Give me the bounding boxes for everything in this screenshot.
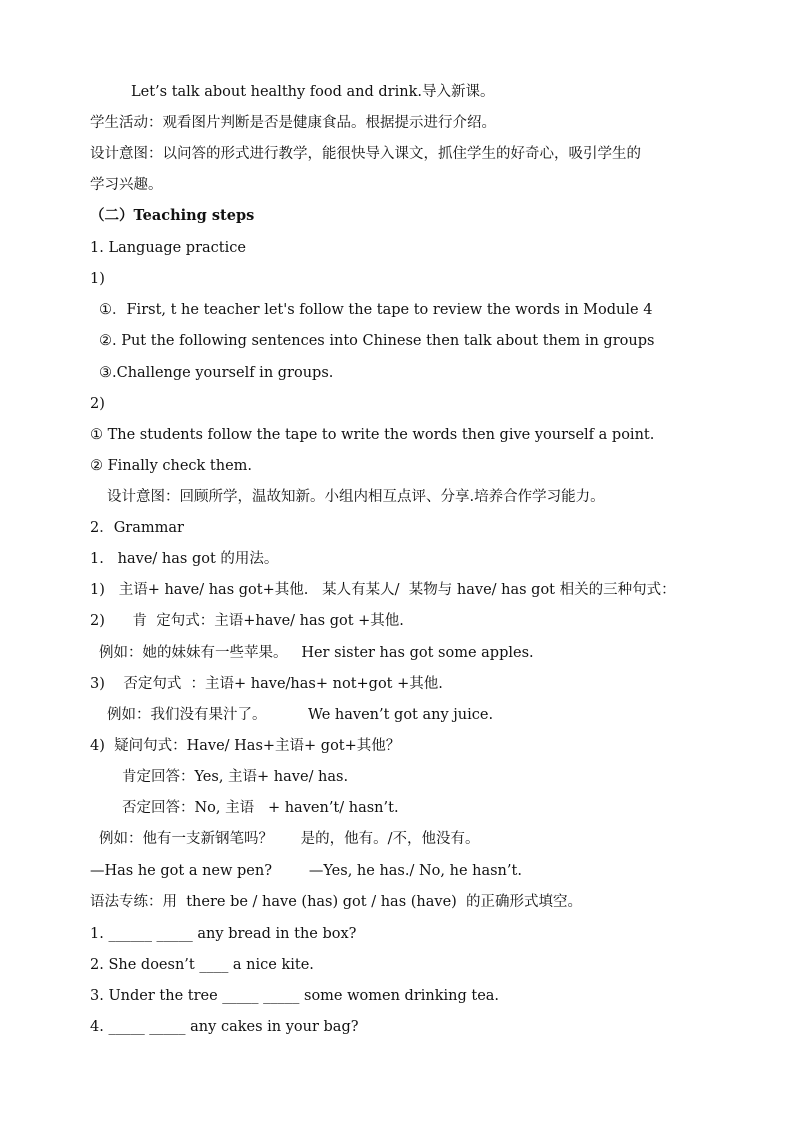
item-label-2: 2): [90, 396, 105, 412]
step-2-translate: ②. Put the following sentences into Chinese then talk about them in groups: [99, 333, 655, 349]
grammar-rule-question: 4) 疑问句式：Have/ Has+主语+ got+其他？: [90, 738, 401, 754]
step-follow-tape: ① The students follow the tape to write the words then give yourself a point.: [90, 427, 655, 443]
intro-line: Let’s talk about healthy food and drink.导入新课。: [131, 84, 495, 100]
positive-answer-pattern: 肯定回答：Yes, 主语+ have/ has.: [122, 769, 349, 785]
exercise-instructions: 语法专练：用 there be / have (has) got / has (have) 的正确形式填空。: [90, 894, 583, 910]
exercise-item-4: 4. _____ _____ any cakes in your bag?: [90, 1019, 359, 1035]
section-heading-teaching-steps: （二）Teaching steps: [90, 207, 255, 224]
design-intent-continued: 学习兴趣。: [90, 177, 163, 193]
design-intent-line: 设计意图：以问答的形式进行教学，能很快导入课文，抓住学生的好奇心，吸引学生的: [90, 146, 641, 162]
example-negative: 例如：我们没有果汁了。 We haven’t got any juice.: [107, 707, 494, 723]
subheading-language-practice: 1. Language practice: [90, 240, 246, 256]
item-label-1: 1): [90, 271, 105, 287]
exercise-item-3: 3. Under the tree _____ _____ some women drinking tea.: [90, 988, 500, 1004]
exercise-item-2: 2. She doesn’t ____ a nice kite.: [90, 957, 314, 973]
grammar-rule-negative: 3) 否定句式 ：主语+ have/has+ not+got +其他.: [90, 676, 443, 692]
design-intent-review: 设计意图：回顾所学，温故知新。小组内相互点评、分享.培养合作学习能力。: [107, 489, 605, 505]
example-affirmative: 例如：她的妹妹有一些苹果。 Her sister has got some apples.: [99, 645, 534, 661]
student-activity-line: 学生活动：观看图片判断是否是健康食品。根据提示进行介绍。: [90, 115, 496, 131]
example-question: 例如：他有一支新钢笔吗？ 是的，他有。/不，他没有。: [99, 831, 480, 847]
negative-answer-pattern: 否定回答：No, 主语 + haven’t/ hasn’t.: [122, 800, 399, 816]
example-dialogue: —Has he got a new pen? —Yes, he has./ No, he hasn’t.: [90, 863, 522, 879]
grammar-rule-1: 1) 主语+ have/ has got+其他. 某人有某人/ 某物与 have/ has got 相关的三种句式：: [90, 582, 676, 598]
step-check: ② Finally check them.: [90, 458, 253, 474]
step-3-challenge: ③.Challenge yourself in groups.: [99, 365, 334, 381]
subheading-grammar: 2．Grammar: [90, 520, 184, 536]
grammar-rule-affirmative: 2) 肯 定句式：主语+have/ has got +其他.: [90, 613, 404, 629]
exercise-item-1: 1. ______ _____ any bread in the box?: [90, 926, 357, 942]
grammar-point-have-got: 1. have/ has got 的用法。: [90, 551, 279, 567]
step-1-first: ①．First, t he teacher let's follow the tape to review the words in Module 4: [99, 302, 653, 318]
